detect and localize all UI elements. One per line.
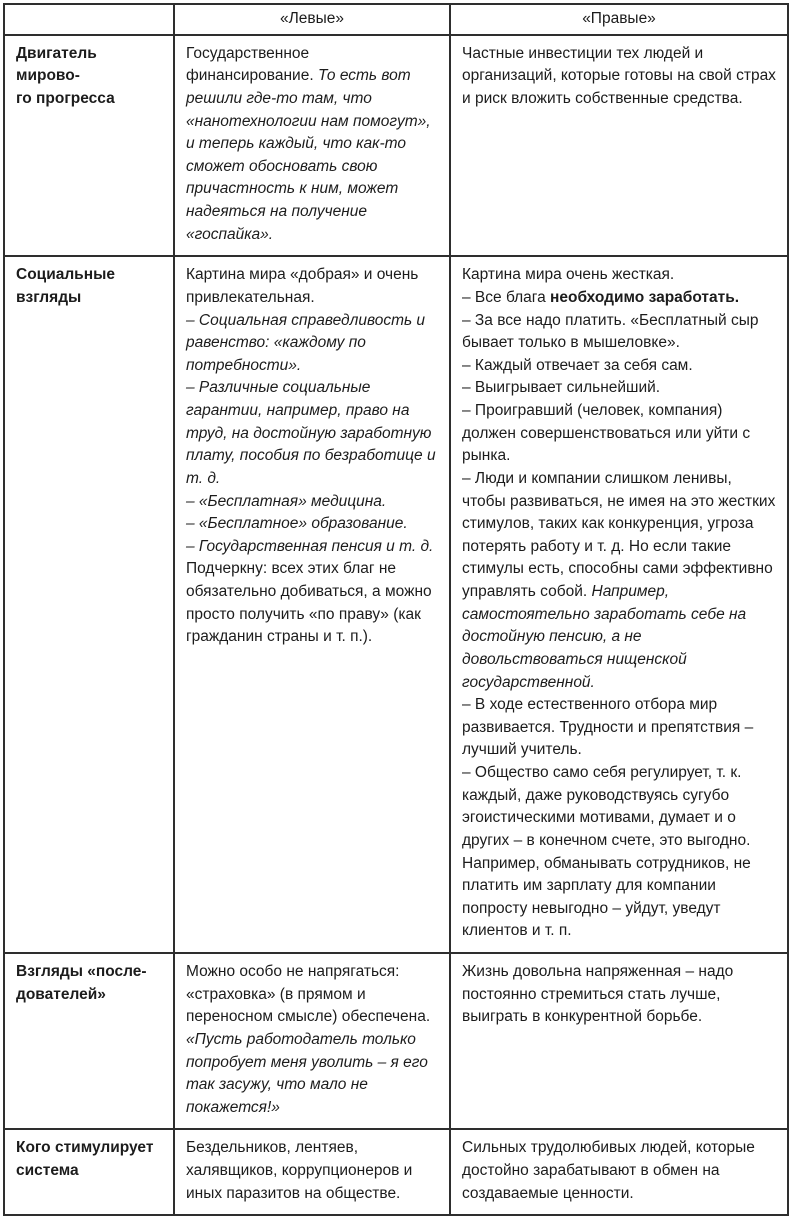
text-run: Жизнь довольна напряженная – надо постоянно стремиться стать лучше, выиграть в конкурентной борьбе.: [462, 963, 734, 1026]
row-label-cell: Кого стимулирует система: [4, 1129, 174, 1215]
right-cell: [450, 953, 788, 1129]
header-row: [4, 4, 788, 35]
text-run: необходимо заработать.: [550, 288, 740, 306]
paragraph: [186, 1137, 439, 1205]
paragraph: [186, 491, 439, 514]
paragraph: [462, 1137, 777, 1205]
paragraph: [462, 287, 777, 310]
text-run: – За все надо платить. «Бесплатный сыр бывает только в мышеловке».: [462, 311, 759, 352]
paragraph: [462, 310, 777, 355]
text-run: – В ходе естественного отбора мир развивается. Трудности и препятствия – лучший учитель.: [462, 696, 754, 759]
text-run: Сильных трудолюбивых людей, которые достойно зарабатывают в обмен на создаваемые ценности.: [462, 1139, 755, 1202]
table-header: [4, 4, 788, 35]
paragraph: [462, 377, 777, 400]
text-run: – «Бесплатная» медицина.: [186, 492, 387, 510]
table-row: [4, 35, 788, 257]
row-label-cell: Взгляды «после- дователей»: [4, 953, 174, 1129]
text-run: Картина мира очень жесткая.: [462, 266, 675, 284]
text-run: Частные инвестиции тех людей и организаций, которые готовы на свой страх и риск вложить собственные средства.: [462, 44, 776, 107]
paragraph: [462, 400, 777, 468]
paragraph: [462, 43, 777, 111]
header-cell-left: «Левые»: [174, 4, 450, 35]
text-run: – Люди и компании слишком ленивы, чтобы развиваться, не имея на это жестких стимулов, таких как конкуренция, угроза потерять работу и т. д. Но если такие стимулы есть, способны сами эффективно управлять собой.: [462, 469, 776, 600]
text-run: – Государственная пенсия и т. д.: [186, 537, 434, 555]
paragraph: [186, 43, 439, 247]
left-cell: [174, 953, 450, 1129]
table-row: [4, 953, 788, 1129]
text-run: – Проигравший (человек, компания) должен совершенствоваться или уйти с рынка.: [462, 402, 751, 465]
text-run: Например, самостоятельно заработать себе на достойную пенсию, а не довольствоваться нищенской государственной.: [462, 583, 747, 691]
text-run: – Социальная справедливость и равенство: «каждому по потребности».: [186, 311, 426, 374]
paragraph: [186, 536, 439, 559]
text-run: Картина мира «добрая» и очень привлекательная.: [186, 266, 419, 306]
right-cell: [450, 1129, 788, 1215]
text-run: Бездельников, лентяев, халявщиков, коррупционеров и иных паразитов на обществе.: [186, 1139, 413, 1202]
paragraph: [186, 558, 439, 649]
right-cell: [450, 35, 788, 257]
paragraph: [462, 468, 777, 694]
text-run: – Все блага: [462, 288, 551, 306]
text-run: «Пусть работодатель только попробует меня уволить – я его так засужу, что мало не покажется!»: [186, 1030, 428, 1116]
table-body: [4, 35, 788, 1216]
header-cell-corner: [4, 4, 174, 35]
table-row: [4, 256, 788, 953]
paragraph: [186, 961, 439, 1029]
text-run: – Различные социальные гарантии, например, право на труд, на достойную заработную плату, пособия по безработице и т. д.: [186, 379, 436, 487]
text-run: То есть вот решили где-то там, что «нанотехнологии нам помогут», и теперь каждый, что как-то сможет обосновать свою причастность к ним, может надеяться на получение «госпайка».: [186, 67, 431, 243]
paragraph: [462, 264, 777, 287]
left-cell: [174, 35, 450, 257]
paragraph: [186, 513, 439, 536]
text-run: Подчеркну: всех этих благ не обязательно добиваться, а можно просто получить «по праву» (как гражданин страны и т. п.).: [186, 560, 432, 646]
paragraph: [186, 264, 439, 309]
paragraph: [462, 961, 777, 1029]
text-run: Можно особо не напрягаться: «страховка» (в прямом и переносном смысле) обеспечена.: [186, 963, 431, 1026]
text-run: Государственное финансирование.: [186, 44, 318, 85]
text-run: – Общество само себя регулирует, т. к. каждый, даже руководствуясь сугубо эгоистическими мотивами, думает и о других – в конечном счете, это выгодно. Например, обманывать сотрудников, не платить им зарплату для компании попросту невыгодно – уйдут, уведут клиентов и т. п.: [462, 764, 751, 940]
text-run: – Каждый отвечает за себя сам.: [462, 356, 693, 374]
header-cell-right: «Правые»: [450, 4, 788, 35]
comparison-table: [3, 3, 789, 1216]
paragraph: [186, 310, 439, 378]
paragraph: [462, 355, 777, 378]
table-row: [4, 1129, 788, 1215]
row-label-cell: Двигатель мирово- го прогресса: [4, 35, 174, 257]
left-cell: [174, 1129, 450, 1215]
text-run: – Выигрывает сильнейший.: [462, 379, 661, 397]
paragraph: [462, 694, 777, 762]
paragraph: [186, 1029, 439, 1120]
text-run: – «Бесплатное» образование.: [186, 515, 408, 533]
left-cell: [174, 256, 450, 953]
row-label-cell: Социальные взгляды: [4, 256, 174, 953]
paragraph: [462, 762, 777, 943]
paragraph: [186, 377, 439, 490]
right-cell: [450, 256, 788, 953]
